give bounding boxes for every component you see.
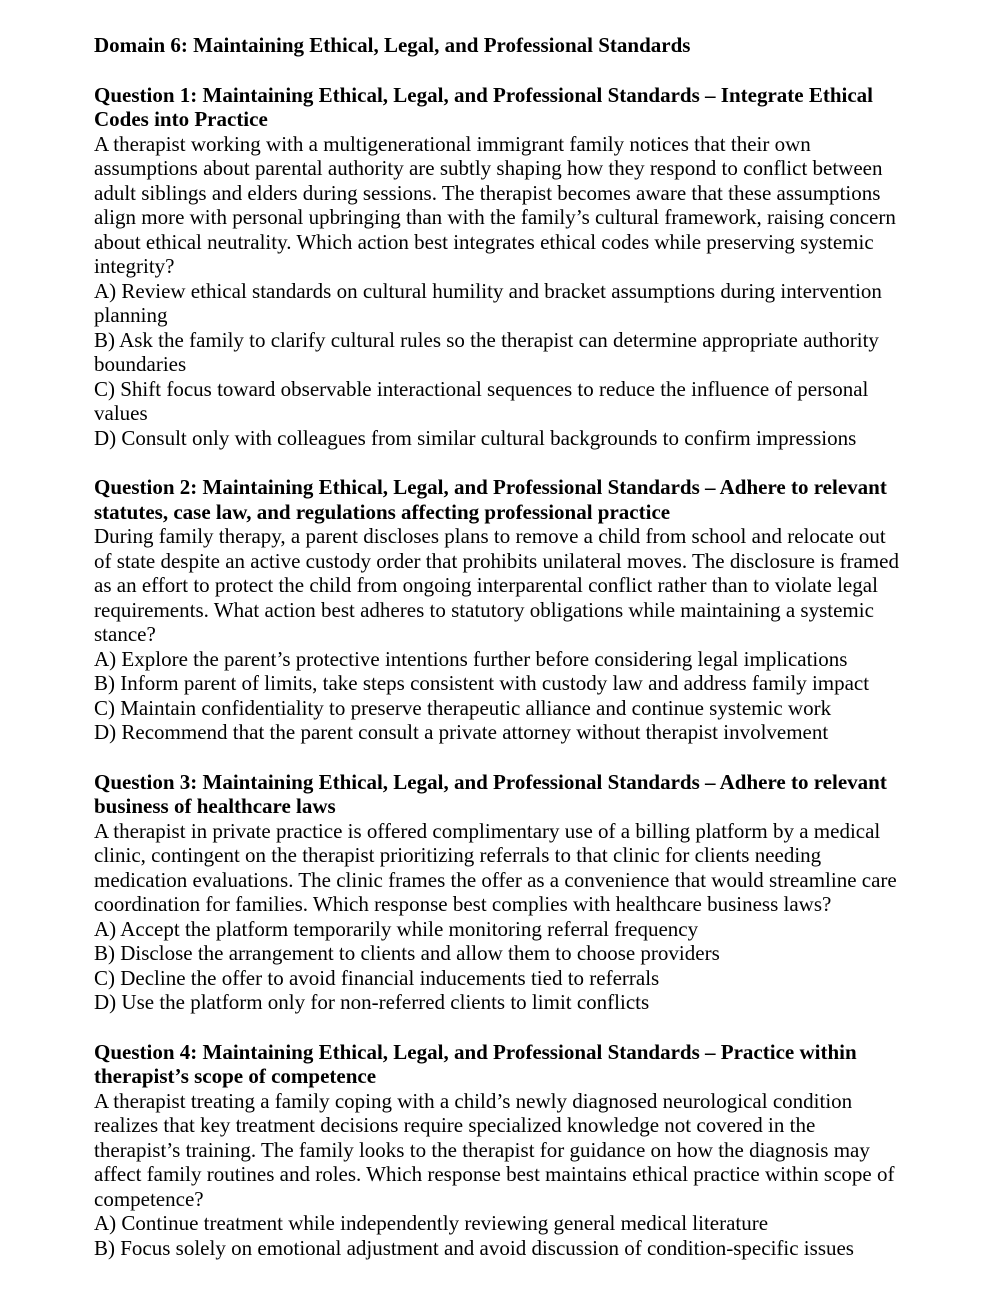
answer-option-a: A) Explore the parent’s protective intentions further before considering legal implications (94, 646, 848, 671)
question-title: Question 1: Maintaining Ethical, Legal, and Professional Standards – Integrate Ethical Codes into Practice (94, 82, 873, 131)
document-page (94, 33, 900, 1285)
question-4 (94, 1040, 900, 1261)
answer-option-c: C) Maintain confidentiality to preserve therapeutic alliance and continue systemic work (94, 695, 832, 720)
answer-option-b: B) Focus solely on emotional adjustment and avoid discussion of condition-specific issues (94, 1235, 854, 1260)
answer-option-c: C) Decline the offer to avoid financial inducements tied to referrals (94, 965, 660, 990)
question-body: A therapist treating a family coping with a child’s newly diagnosed neurological condition realizes that key treatment decisions require specialized knowledge not covered in the therapist’s training. The family looks to the therapist for guidance on how the diagnosis may affect family routines and roles. Which response best maintains ethical practice within scope of competence? (94, 1088, 895, 1211)
answer-option-c: C) Shift focus toward observable interactional sequences to reduce the influence of personal values (94, 376, 869, 425)
answer-option-b: B) Ask the family to clarify cultural rules so the therapist can determine appropriate authority boundaries (94, 327, 879, 376)
answer-options (94, 647, 900, 745)
answer-options (94, 917, 900, 1015)
answer-option-a: A) Review ethical standards on cultural humility and bracket assumptions during intervention planning (94, 278, 882, 327)
question-title: Question 3: Maintaining Ethical, Legal, and Professional Standards – Adhere to relevant business of healthcare laws (94, 769, 887, 818)
answer-option-a: A) Continue treatment while independently reviewing general medical literature (94, 1211, 769, 1235)
question-3 (94, 770, 900, 1015)
answer-option-b: B) Disclose the arrangement to clients and allow them to choose providers (94, 941, 720, 965)
question-2 (94, 475, 900, 745)
domain-title: Domain 6: Maintaining Ethical, Legal, and Professional Standards (94, 33, 691, 57)
question-body: A therapist in private practice is offered complimentary use of a billing platform by a medical clinic, contingent on the therapist prioritizing referrals to that clinic for clients needing medication evaluations. The clinic frames the offer as a convenience that would streamline care coordination for families. Which response best complies with healthcare business laws? (94, 818, 897, 916)
answer-option-d: D) Recommend that the parent consult a private attorney without therapist involvement (94, 720, 829, 744)
question-body: A therapist working with a multigenerational immigrant family notices that their own assumptions about parental authority are subtly shaping how they respond to conflict between adult siblings and elders during sessions. The therapist becomes aware that these assumptions align more with personal upbringing than with the family’s cultural framework, raising concern about ethical neutrality. Which action best integrates ethical codes while preserving systemic integrity? (94, 131, 896, 278)
answer-option-b: B) Inform parent of limits, take steps consistent with custody law and address family impact (94, 671, 870, 695)
answer-option-d: D) Use the platform only for non-referred clients to limit conflicts (94, 990, 650, 1014)
answer-option-a: A) Accept the platform temporarily while monitoring referral frequency (94, 916, 699, 941)
question-title: Question 2: Maintaining Ethical, Legal, and Professional Standards – Adhere to relevant statutes, case law, and regulations affecting professional practice (94, 475, 887, 524)
question-title: Question 4: Maintaining Ethical, Legal, and Professional Standards – Practice within therapist’s scope of competence (94, 1039, 857, 1088)
question-body: During family therapy, a parent discloses plans to remove a child from school and relocate out of state despite an active custody order that prohibits unilateral moves. The disclosure is framed as an effort to protect the child from ongoing interparental conflict rather than to violate legal requirements. What action best adheres to statutory obligations while maintaining a systemic stance? (94, 524, 899, 646)
answer-option-d: D) Consult only with colleagues from similar cultural backgrounds to confirm impressions (94, 425, 857, 450)
question-1 (94, 83, 900, 451)
answer-options (94, 279, 900, 451)
answer-options (94, 1211, 900, 1260)
